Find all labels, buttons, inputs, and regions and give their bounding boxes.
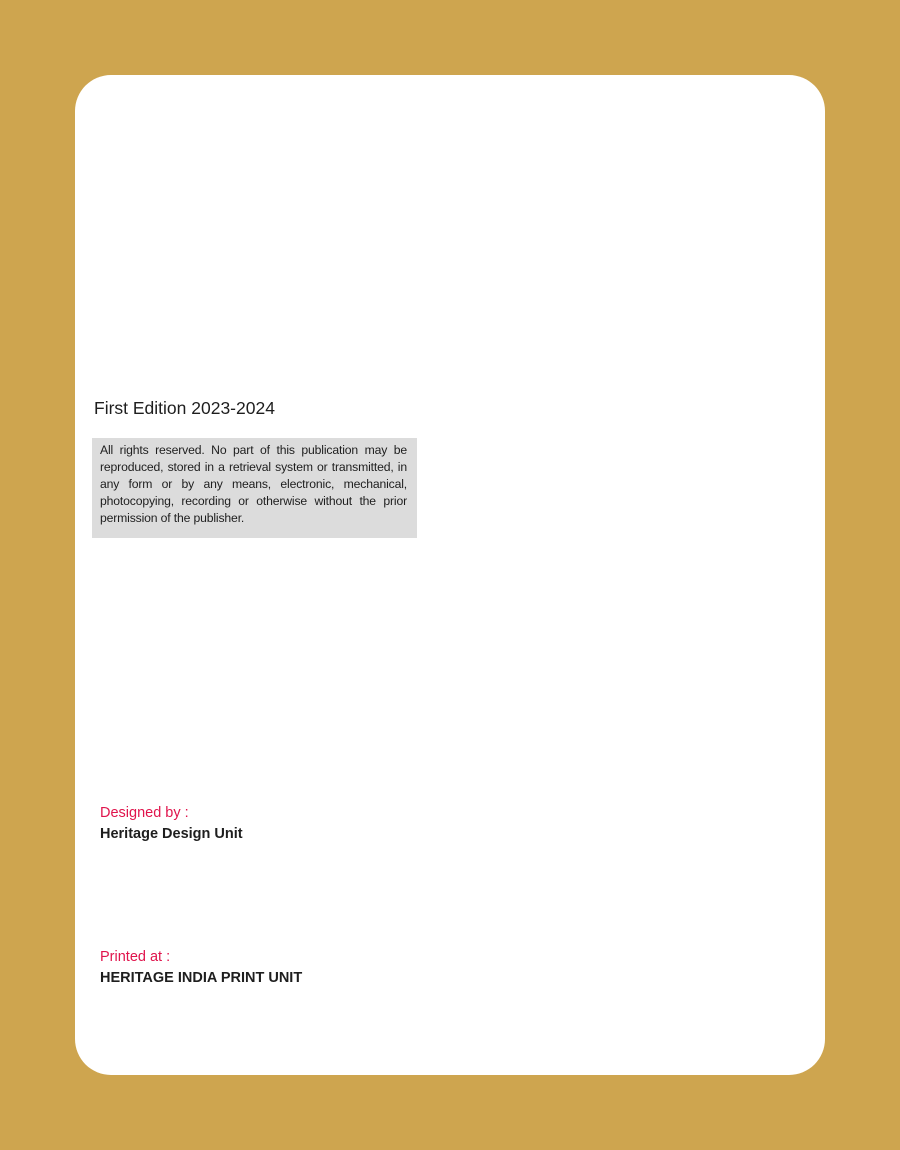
rights-notice-box (92, 438, 417, 538)
page-card (75, 75, 825, 1075)
edition-text: First Edition 2023-2024 (94, 398, 275, 418)
printed-at-value: HERITAGE INDIA PRINT UNIT (100, 970, 303, 986)
rights-notice-text: All rights reserved. No part of this publication may be reproduced, stored in a retrieval system or transmitted, in any form or by any means, electronic, mechanical, photocopying, recording or otherwise without the prior permission of the publisher. (100, 443, 407, 525)
designed-by-value: Heritage Design Unit (100, 826, 243, 842)
designed-by-label: Designed by : (100, 805, 189, 821)
printed-at-label: Printed at : (100, 949, 171, 965)
